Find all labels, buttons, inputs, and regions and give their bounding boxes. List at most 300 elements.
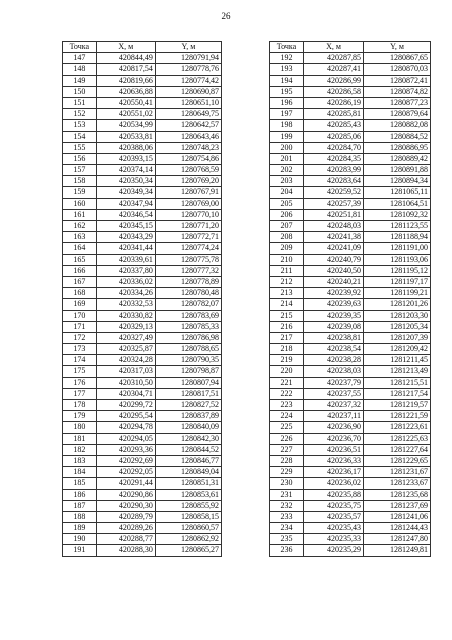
- cell-x: 420241,09: [304, 243, 364, 254]
- cell-x: 420257,39: [304, 198, 364, 209]
- table-row: [63, 444, 222, 455]
- cell-y: 1281237,69: [364, 500, 431, 511]
- cell-point: 178: [63, 400, 97, 411]
- cell-point: 153: [63, 120, 97, 131]
- table-row: [63, 221, 222, 232]
- cell-x: 420325,87: [96, 344, 155, 355]
- header-x: X, м: [96, 42, 155, 53]
- cell-y: 1280874,82: [364, 86, 431, 97]
- cell-x: 420236,17: [304, 467, 364, 478]
- table-row: [63, 500, 222, 511]
- table-row: [270, 276, 431, 287]
- cell-point: 189: [63, 523, 97, 534]
- table-row: [63, 411, 222, 422]
- cell-y: 1280879,64: [364, 109, 431, 120]
- cell-point: 235: [270, 534, 304, 545]
- table-row: [63, 176, 222, 187]
- cell-y: 1280748,23: [155, 142, 221, 153]
- cell-y: 1280853,61: [155, 489, 221, 500]
- cell-point: 180: [63, 422, 97, 433]
- cell-y: 1281064,51: [364, 198, 431, 209]
- cell-point: 154: [63, 131, 97, 142]
- table-row: [270, 355, 431, 366]
- cell-y: 1281211,45: [364, 355, 431, 366]
- table-row: [270, 131, 431, 142]
- cell-y: 1281188,94: [364, 232, 431, 243]
- cell-y: 1280889,42: [364, 153, 431, 164]
- cell-x: 420291,44: [96, 478, 155, 489]
- cell-y: 1281197,17: [364, 276, 431, 287]
- cell-y: 1280884,52: [364, 131, 431, 142]
- table-row: [270, 209, 431, 220]
- cell-point: 206: [270, 209, 304, 220]
- cell-x: 420332,53: [96, 299, 155, 310]
- cell-y: 1280860,57: [155, 523, 221, 534]
- cell-y: 1280891,88: [364, 165, 431, 176]
- cell-x: 420290,30: [96, 500, 155, 511]
- cell-point: 203: [270, 176, 304, 187]
- cell-y: 1281215,51: [364, 377, 431, 388]
- cell-x: 420292,69: [96, 455, 155, 466]
- table-row: [270, 489, 431, 500]
- cell-x: 420336,02: [96, 276, 155, 287]
- table-row: [270, 500, 431, 511]
- cell-y: 1281217,54: [364, 388, 431, 399]
- cell-x: 420349,34: [96, 187, 155, 198]
- table-row: [63, 467, 222, 478]
- page-number: 26: [221, 11, 231, 21]
- cell-x: 420844,49: [96, 53, 155, 64]
- table-row: [270, 221, 431, 232]
- cell-x: 420294,78: [96, 422, 155, 433]
- cell-x: 420240,79: [304, 254, 364, 265]
- cell-y: 1280791,94: [155, 53, 221, 64]
- cell-point: 164: [63, 243, 97, 254]
- cell-point: 181: [63, 433, 97, 444]
- table-row: [63, 120, 222, 131]
- table-row: [63, 511, 222, 522]
- cell-point: 182: [63, 444, 97, 455]
- cell-x: 420236,90: [304, 422, 364, 433]
- table-row: [63, 366, 222, 377]
- cell-point: 173: [63, 344, 97, 355]
- cell-x: 420283,64: [304, 176, 364, 187]
- cell-y: 1280790,35: [155, 355, 221, 366]
- cell-y: 1280767,91: [155, 187, 221, 198]
- cell-point: 199: [270, 131, 304, 142]
- cell-x: 420237,11: [304, 411, 364, 422]
- cell-x: 420235,75: [304, 500, 364, 511]
- table-row: [63, 534, 222, 545]
- table-row: [270, 75, 431, 86]
- cell-x: 420236,02: [304, 478, 364, 489]
- cell-x: 420534,99: [96, 120, 155, 131]
- cell-x: 420290,86: [96, 489, 155, 500]
- table-row: [63, 355, 222, 366]
- cell-y: 1281195,12: [364, 265, 431, 276]
- cell-point: 236: [270, 545, 304, 556]
- cell-point: 220: [270, 366, 304, 377]
- cell-x: 420304,71: [96, 388, 155, 399]
- cell-x: 420248,03: [304, 221, 364, 232]
- table-row: [63, 288, 222, 299]
- cell-x: 420286,19: [304, 97, 364, 108]
- cell-point: 147: [63, 53, 97, 64]
- table-row: [63, 209, 222, 220]
- coordinates-table-left: [62, 41, 222, 557]
- cell-y: 1280643,46: [155, 131, 221, 142]
- cell-point: 170: [63, 310, 97, 321]
- cell-x: 420241,38: [304, 232, 364, 243]
- cell-point: 222: [270, 388, 304, 399]
- table-row: [270, 478, 431, 489]
- cell-point: 218: [270, 344, 304, 355]
- cell-y: 1281209,42: [364, 344, 431, 355]
- header-point: Точка: [270, 42, 304, 53]
- cell-point: 179: [63, 411, 97, 422]
- cell-x: 420238,03: [304, 366, 364, 377]
- cell-y: 1280870,03: [364, 64, 431, 75]
- cell-point: 196: [270, 97, 304, 108]
- cell-point: 171: [63, 321, 97, 332]
- cell-point: 158: [63, 176, 97, 187]
- cell-y: 1281199,21: [364, 288, 431, 299]
- cell-y: 1281247,80: [364, 534, 431, 545]
- cell-y: 1280788,65: [155, 344, 221, 355]
- cell-x: 420286,99: [304, 75, 364, 86]
- cell-point: 157: [63, 165, 97, 176]
- cell-y: 1280778,76: [155, 64, 221, 75]
- table-row: [270, 400, 431, 411]
- table-row: [270, 310, 431, 321]
- table-row: [63, 433, 222, 444]
- cell-y: 1280886,95: [364, 142, 431, 153]
- cell-x: 420285,06: [304, 131, 364, 142]
- cell-point: 223: [270, 400, 304, 411]
- cell-y: 1281203,30: [364, 310, 431, 321]
- cell-x: 420341,44: [96, 243, 155, 254]
- cell-y: 1281123,55: [364, 221, 431, 232]
- cell-y: 1280872,41: [364, 75, 431, 86]
- cell-x: 420239,92: [304, 288, 364, 299]
- cell-point: 202: [270, 165, 304, 176]
- table-row: [63, 198, 222, 209]
- cell-y: 1280642,57: [155, 120, 221, 131]
- cell-point: 162: [63, 221, 97, 232]
- cell-y: 1280777,32: [155, 265, 221, 276]
- cell-x: 420324,28: [96, 355, 155, 366]
- cell-x: 420283,99: [304, 165, 364, 176]
- cell-point: 190: [63, 534, 97, 545]
- table-row: [270, 511, 431, 522]
- cell-x: 420236,51: [304, 444, 364, 455]
- table-header-row: [270, 42, 431, 53]
- cell-x: 420284,70: [304, 142, 364, 153]
- cell-point: 183: [63, 455, 97, 466]
- table-row: [63, 321, 222, 332]
- cell-y: 1280774,42: [155, 75, 221, 86]
- table-row: [63, 153, 222, 164]
- cell-y: 1280807,94: [155, 377, 221, 388]
- cell-y: 1281191,00: [364, 243, 431, 254]
- cell-y: 1280840,09: [155, 422, 221, 433]
- table-row: [63, 187, 222, 198]
- table-row: [270, 120, 431, 131]
- cell-point: 188: [63, 511, 97, 522]
- cell-point: 234: [270, 523, 304, 534]
- cell-y: 1280882,08: [364, 120, 431, 131]
- cell-point: 175: [63, 366, 97, 377]
- cell-y: 1280844,52: [155, 444, 221, 455]
- cell-y: 1280780,48: [155, 288, 221, 299]
- table-row: [63, 165, 222, 176]
- header-point: Точка: [63, 42, 97, 53]
- cell-y: 1281213,49: [364, 366, 431, 377]
- cell-y: 1280769,00: [155, 198, 221, 209]
- cell-x: 420251,81: [304, 209, 364, 220]
- cell-x: 420334,26: [96, 288, 155, 299]
- cell-x: 420327,49: [96, 332, 155, 343]
- cell-y: 1281207,39: [364, 332, 431, 343]
- cell-y: 1280771,20: [155, 221, 221, 232]
- cell-point: 210: [270, 254, 304, 265]
- cell-y: 1280769,20: [155, 176, 221, 187]
- cell-point: 192: [270, 53, 304, 64]
- cell-x: 420286,58: [304, 86, 364, 97]
- cell-point: 212: [270, 276, 304, 287]
- table-row: [270, 444, 431, 455]
- coordinates-table-right: [269, 41, 431, 557]
- cell-x: 420236,33: [304, 455, 364, 466]
- cell-y: 1280775,78: [155, 254, 221, 265]
- cell-x: 420329,13: [96, 321, 155, 332]
- cell-point: 194: [270, 75, 304, 86]
- cell-y: 1280849,04: [155, 467, 221, 478]
- cell-point: 177: [63, 388, 97, 399]
- cell-point: 205: [270, 198, 304, 209]
- cell-y: 1281249,81: [364, 545, 431, 556]
- table-row: [270, 321, 431, 332]
- table-row: [270, 53, 431, 64]
- cell-x: 420295,54: [96, 411, 155, 422]
- cell-y: 1280690,87: [155, 86, 221, 97]
- cell-y: 1280786,98: [155, 332, 221, 343]
- table-row: [270, 254, 431, 265]
- table-row: [270, 153, 431, 164]
- cell-x: 420310,50: [96, 377, 155, 388]
- cell-point: 160: [63, 198, 97, 209]
- table-row: [270, 411, 431, 422]
- cell-x: 420299,72: [96, 400, 155, 411]
- cell-point: 151: [63, 97, 97, 108]
- cell-y: 1281092,32: [364, 209, 431, 220]
- table-row: [270, 187, 431, 198]
- cell-x: 420236,70: [304, 433, 364, 444]
- cell-x: 420287,85: [304, 53, 364, 64]
- cell-point: 156: [63, 153, 97, 164]
- cell-y: 1280817,51: [155, 388, 221, 399]
- cell-x: 420551,02: [96, 109, 155, 120]
- cell-point: 148: [63, 64, 97, 75]
- cell-x: 420237,79: [304, 377, 364, 388]
- cell-y: 1280774,24: [155, 243, 221, 254]
- cell-point: 215: [270, 310, 304, 321]
- cell-x: 420287,41: [304, 64, 364, 75]
- cell-point: 208: [270, 232, 304, 243]
- cell-x: 420636,88: [96, 86, 155, 97]
- table-row: [63, 344, 222, 355]
- cell-x: 420293,36: [96, 444, 155, 455]
- table-row: [270, 97, 431, 108]
- cell-x: 420347,94: [96, 198, 155, 209]
- cell-point: 228: [270, 455, 304, 466]
- cell-point: 169: [63, 299, 97, 310]
- cell-point: 231: [270, 489, 304, 500]
- table-row: [270, 467, 431, 478]
- cell-y: 1281225,63: [364, 433, 431, 444]
- cell-point: 198: [270, 120, 304, 131]
- table-row: [270, 243, 431, 254]
- cell-x: 420284,35: [304, 153, 364, 164]
- cell-x: 420388,06: [96, 142, 155, 153]
- table-row: [63, 478, 222, 489]
- cell-y: 1280827,52: [155, 400, 221, 411]
- table-row: [270, 288, 431, 299]
- cell-point: 225: [270, 422, 304, 433]
- table-row: [63, 97, 222, 108]
- cell-y: 1280754,86: [155, 153, 221, 164]
- cell-y: 1280858,15: [155, 511, 221, 522]
- cell-point: 229: [270, 467, 304, 478]
- cell-x: 420235,88: [304, 489, 364, 500]
- cell-x: 420289,26: [96, 523, 155, 534]
- table-row: [63, 109, 222, 120]
- table-row: [63, 455, 222, 466]
- cell-y: 1280865,27: [155, 545, 221, 556]
- cell-x: 420259,52: [304, 187, 364, 198]
- header-x: X, м: [304, 42, 364, 53]
- cell-x: 420393,15: [96, 153, 155, 164]
- cell-y: 1280837,89: [155, 411, 221, 422]
- cell-x: 420288,30: [96, 545, 155, 556]
- cell-point: 209: [270, 243, 304, 254]
- cell-y: 1280894,34: [364, 176, 431, 187]
- cell-point: 187: [63, 500, 97, 511]
- table-row: [63, 131, 222, 142]
- cell-y: 1280772,71: [155, 232, 221, 243]
- cell-x: 420343,29: [96, 232, 155, 243]
- table-row: [63, 265, 222, 276]
- table-row: [63, 142, 222, 153]
- cell-x: 420550,41: [96, 97, 155, 108]
- table-row: [63, 388, 222, 399]
- cell-y: 1280846,77: [155, 455, 221, 466]
- cell-x: 420350,34: [96, 176, 155, 187]
- cell-y: 1280798,87: [155, 366, 221, 377]
- cell-x: 420289,79: [96, 511, 155, 522]
- cell-y: 1281205,34: [364, 321, 431, 332]
- table-row: [63, 75, 222, 86]
- table-row: [270, 176, 431, 187]
- cell-x: 420330,82: [96, 310, 155, 321]
- cell-y: 1280855,92: [155, 500, 221, 511]
- cell-y: 1280862,92: [155, 534, 221, 545]
- table-row: [63, 377, 222, 388]
- cell-point: 221: [270, 377, 304, 388]
- cell-point: 232: [270, 500, 304, 511]
- cell-y: 1280768,59: [155, 165, 221, 176]
- cell-point: 161: [63, 209, 97, 220]
- cell-point: 233: [270, 511, 304, 522]
- cell-y: 1280851,31: [155, 478, 221, 489]
- cell-x: 420294,05: [96, 433, 155, 444]
- cell-point: 150: [63, 86, 97, 97]
- cell-x: 420237,32: [304, 400, 364, 411]
- table-row: [270, 64, 431, 75]
- cell-point: 219: [270, 355, 304, 366]
- cell-point: 184: [63, 467, 97, 478]
- cell-point: 195: [270, 86, 304, 97]
- cell-y: 1281201,26: [364, 299, 431, 310]
- table-row: [270, 142, 431, 153]
- cell-point: 159: [63, 187, 97, 198]
- table-row: [63, 254, 222, 265]
- cell-point: 230: [270, 478, 304, 489]
- table-row: [63, 489, 222, 500]
- cell-point: 211: [270, 265, 304, 276]
- cell-point: 152: [63, 109, 97, 120]
- cell-x: 420374,14: [96, 165, 155, 176]
- cell-y: 1281244,43: [364, 523, 431, 534]
- cell-y: 1281233,67: [364, 478, 431, 489]
- cell-point: 207: [270, 221, 304, 232]
- table-row: [270, 165, 431, 176]
- table-row: [270, 86, 431, 97]
- cell-point: 168: [63, 288, 97, 299]
- table-row: [63, 422, 222, 433]
- table-row: [63, 523, 222, 534]
- cell-y: 1280877,23: [364, 97, 431, 108]
- cell-x: 420819,66: [96, 75, 155, 86]
- cell-point: 216: [270, 321, 304, 332]
- table-row: [63, 276, 222, 287]
- cell-x: 420235,57: [304, 511, 364, 522]
- cell-y: 1281241,06: [364, 511, 431, 522]
- cell-y: 1280651,10: [155, 97, 221, 108]
- cell-x: 420238,28: [304, 355, 364, 366]
- table-row: [270, 332, 431, 343]
- table-row: [63, 64, 222, 75]
- cell-y: 1281231,67: [364, 467, 431, 478]
- cell-point: 224: [270, 411, 304, 422]
- cell-y: 1281221,59: [364, 411, 431, 422]
- cell-point: 174: [63, 355, 97, 366]
- cell-y: 1281219,57: [364, 400, 431, 411]
- table-row: [270, 388, 431, 399]
- cell-x: 420288,77: [96, 534, 155, 545]
- cell-point: 200: [270, 142, 304, 153]
- cell-y: 1281223,61: [364, 422, 431, 433]
- cell-y: 1280842,30: [155, 433, 221, 444]
- cell-x: 420235,43: [304, 523, 364, 534]
- cell-x: 420239,08: [304, 321, 364, 332]
- table-row: [63, 86, 222, 97]
- cell-point: 176: [63, 377, 97, 388]
- table-row: [270, 422, 431, 433]
- table-row: [63, 243, 222, 254]
- cell-point: 204: [270, 187, 304, 198]
- cell-y: 1280770,10: [155, 209, 221, 220]
